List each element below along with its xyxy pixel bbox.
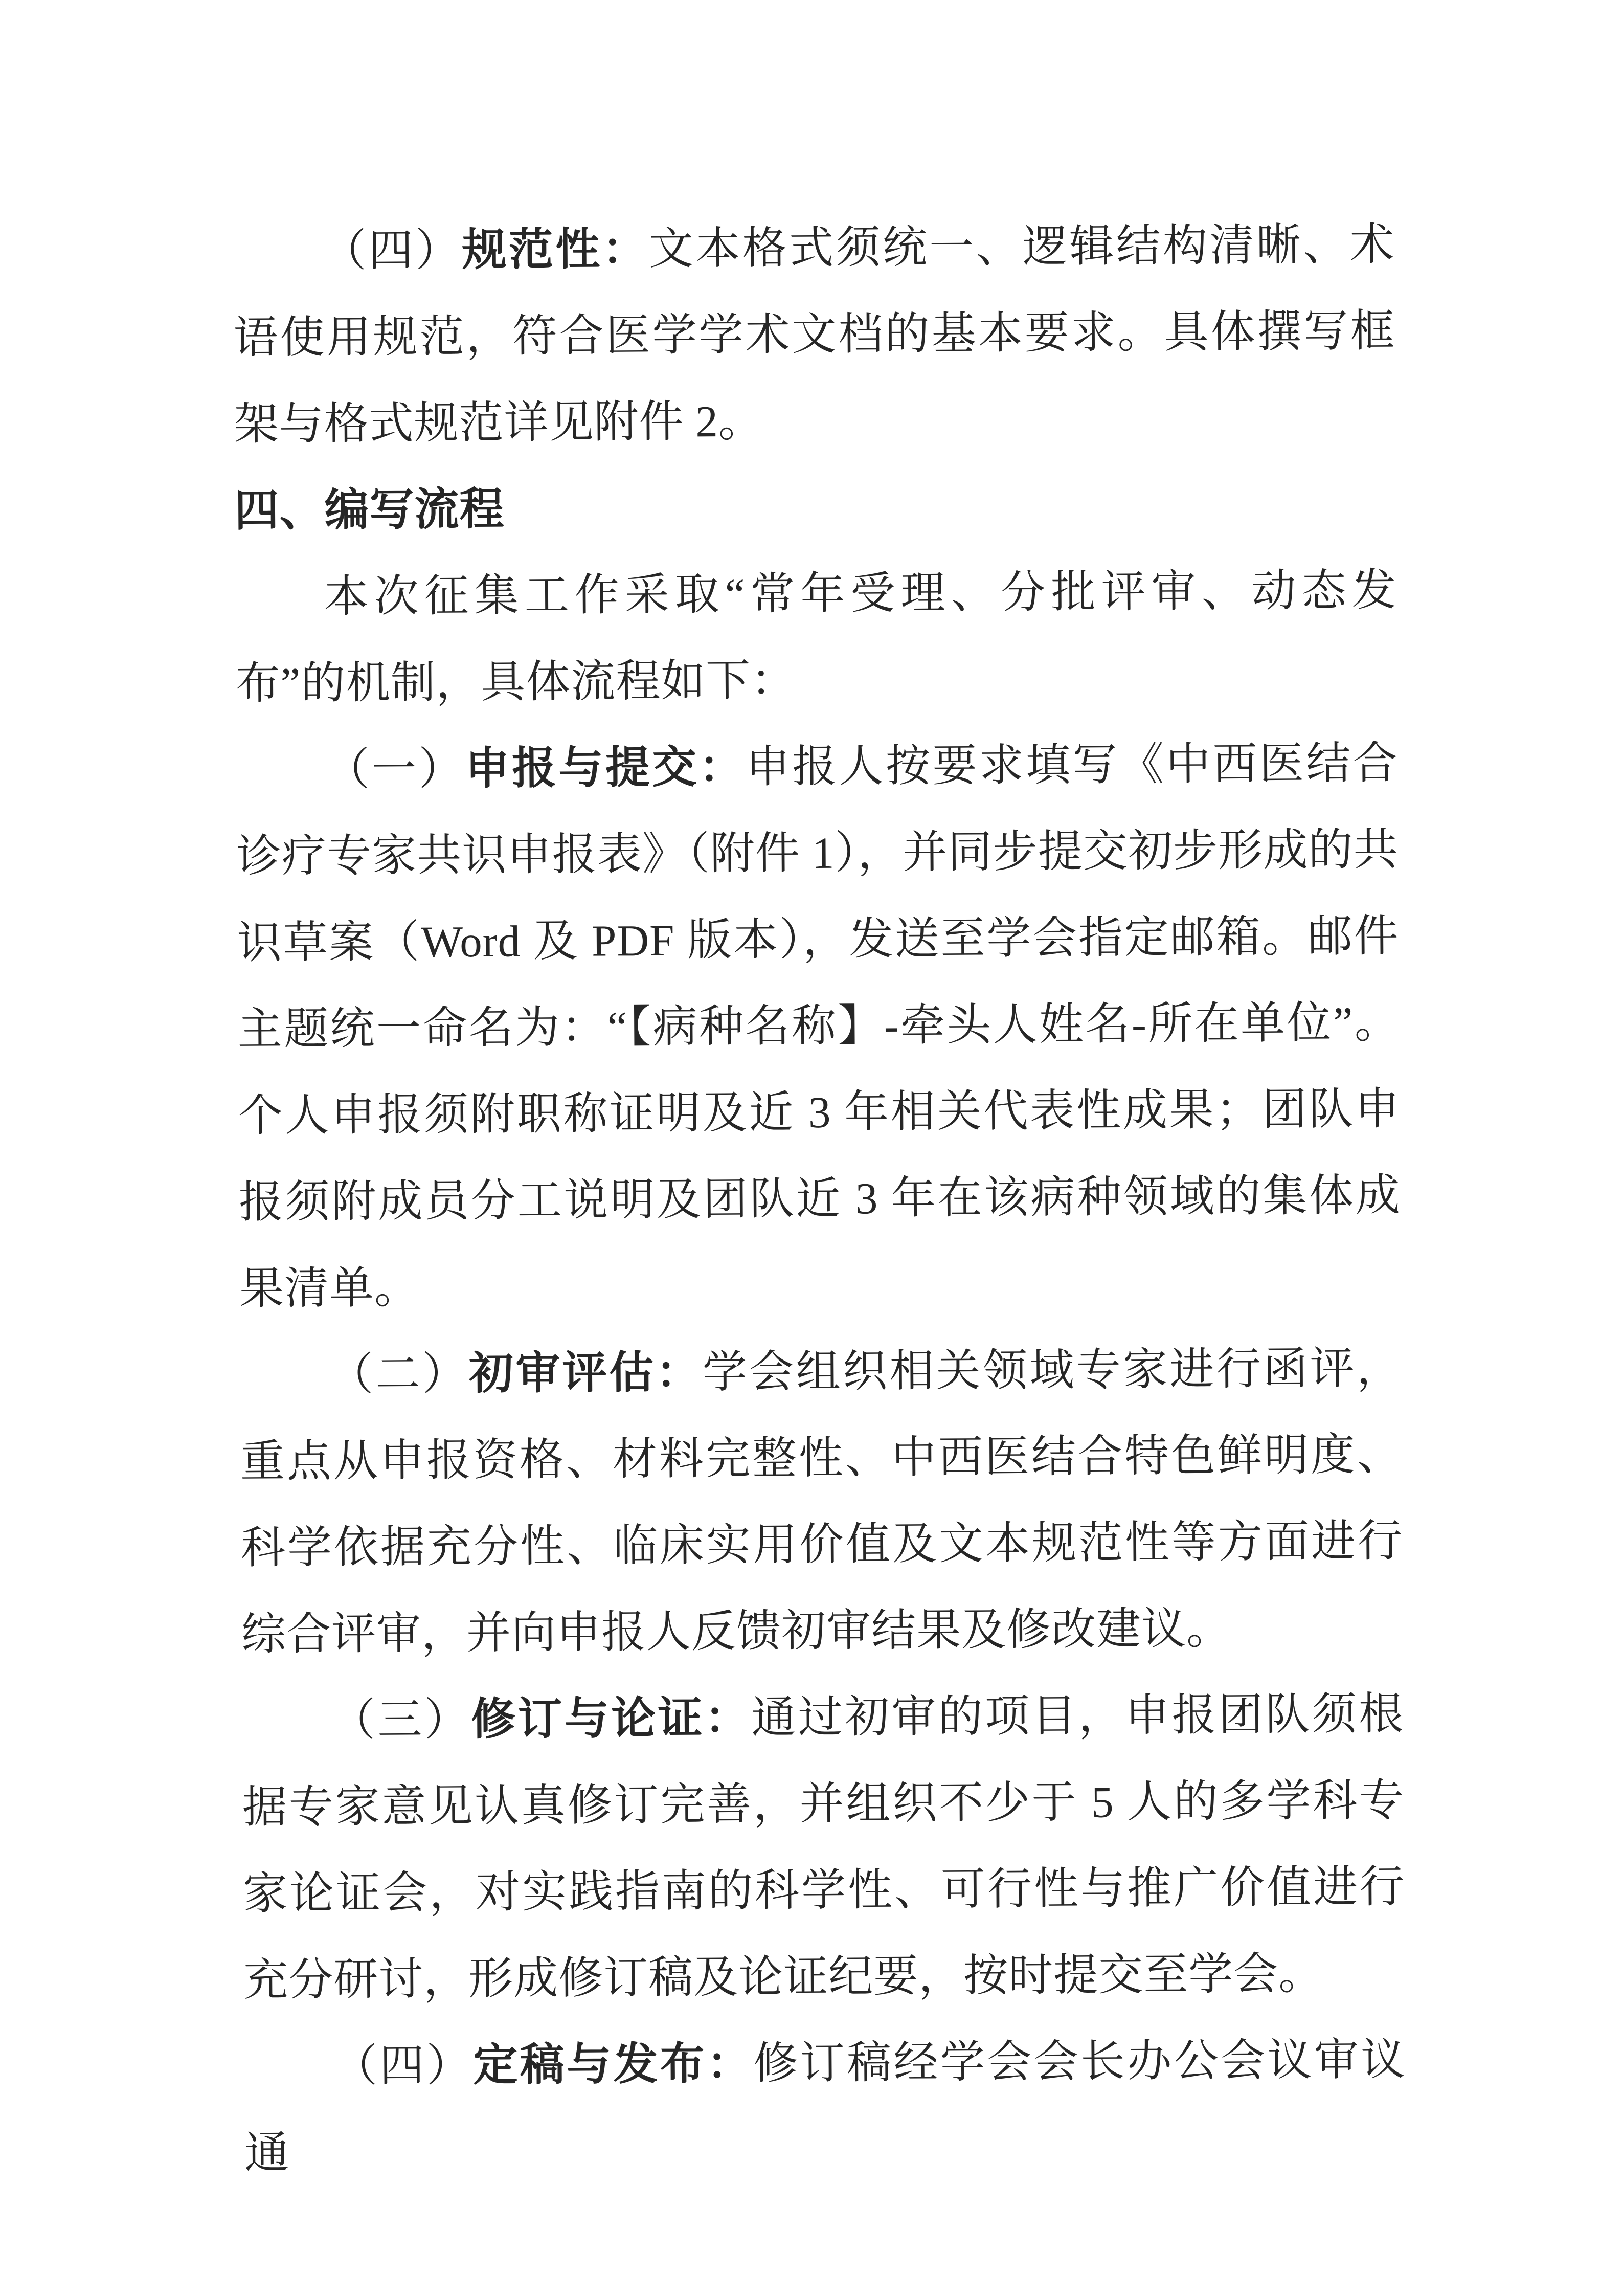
paragraph xyxy=(244,2016,1407,2196)
text-run: 学会组织相关领域专家进行函评，重点从申报资格、材料完整性、中西医结合特色鲜明度、科学依据充分性、临床实用价值及文本规范性等方面进行综合评审，并向申报人反馈初审结果及修改建议。 xyxy=(240,1343,1403,1659)
paragraph xyxy=(235,547,1397,727)
document-body xyxy=(233,201,1407,2196)
text-run: 文本格式须统一、逻辑结构清晰、术语使用规范，符合医学学术文档的基本要求。具体撰写框架与格式规范详见附件 2。 xyxy=(233,219,1395,449)
text-run: （一） xyxy=(325,744,466,794)
emphasis-run: 四、编写流程 xyxy=(234,484,505,536)
text-run: （四） xyxy=(322,225,462,276)
paragraph xyxy=(236,720,1401,1332)
text-run: （三） xyxy=(330,1695,471,1745)
section-heading xyxy=(234,460,1396,554)
emphasis-run: 初审评估： xyxy=(468,1347,703,1399)
emphasis-run: 定稿与发布： xyxy=(473,2038,754,2090)
text-run: （四） xyxy=(332,2040,474,2091)
emphasis-run: 规范性： xyxy=(462,224,649,275)
emphasis-run: 修订与论证： xyxy=(470,1692,752,1745)
paragraph xyxy=(233,201,1396,467)
text-run: 通过初审的项目，申报团队须根据专家意见认真修订完善，并组织不少于 5 人的多学科专家论证会，对实践指南的科学性、可行性与推广价值进行充分研讨，形成修订稿及论证纪要，按时提交至学会。 xyxy=(242,1689,1405,2005)
text-run: 申报人按要求填写《中西医结合诊疗专家共识申报表》（附件 1），并同步提交初步形成的共识草案（Word 及 PDF 版本），发送至学会指定邮箱。邮件主题统一命名为：“【病种名称】-牵头人姓名-所在单位”。个人申报须附职称证明及近 3 年相关代表性成果；团队申报须附成员分工说明及团队近 3 年在该病种领域的集体成果清单。 xyxy=(236,738,1401,1313)
paragraph xyxy=(239,1325,1403,1678)
paragraph xyxy=(242,1670,1406,2023)
text-run: （二） xyxy=(328,1349,469,1399)
emphasis-run: 申报与提交： xyxy=(465,742,746,794)
text-run: 修订稿经学会会长办公会议审议通 xyxy=(244,2034,1406,2178)
text-run: 本次征集工作采取“常年受理、分批评审、动态发布”的机制，具体流程如下： xyxy=(235,565,1397,708)
